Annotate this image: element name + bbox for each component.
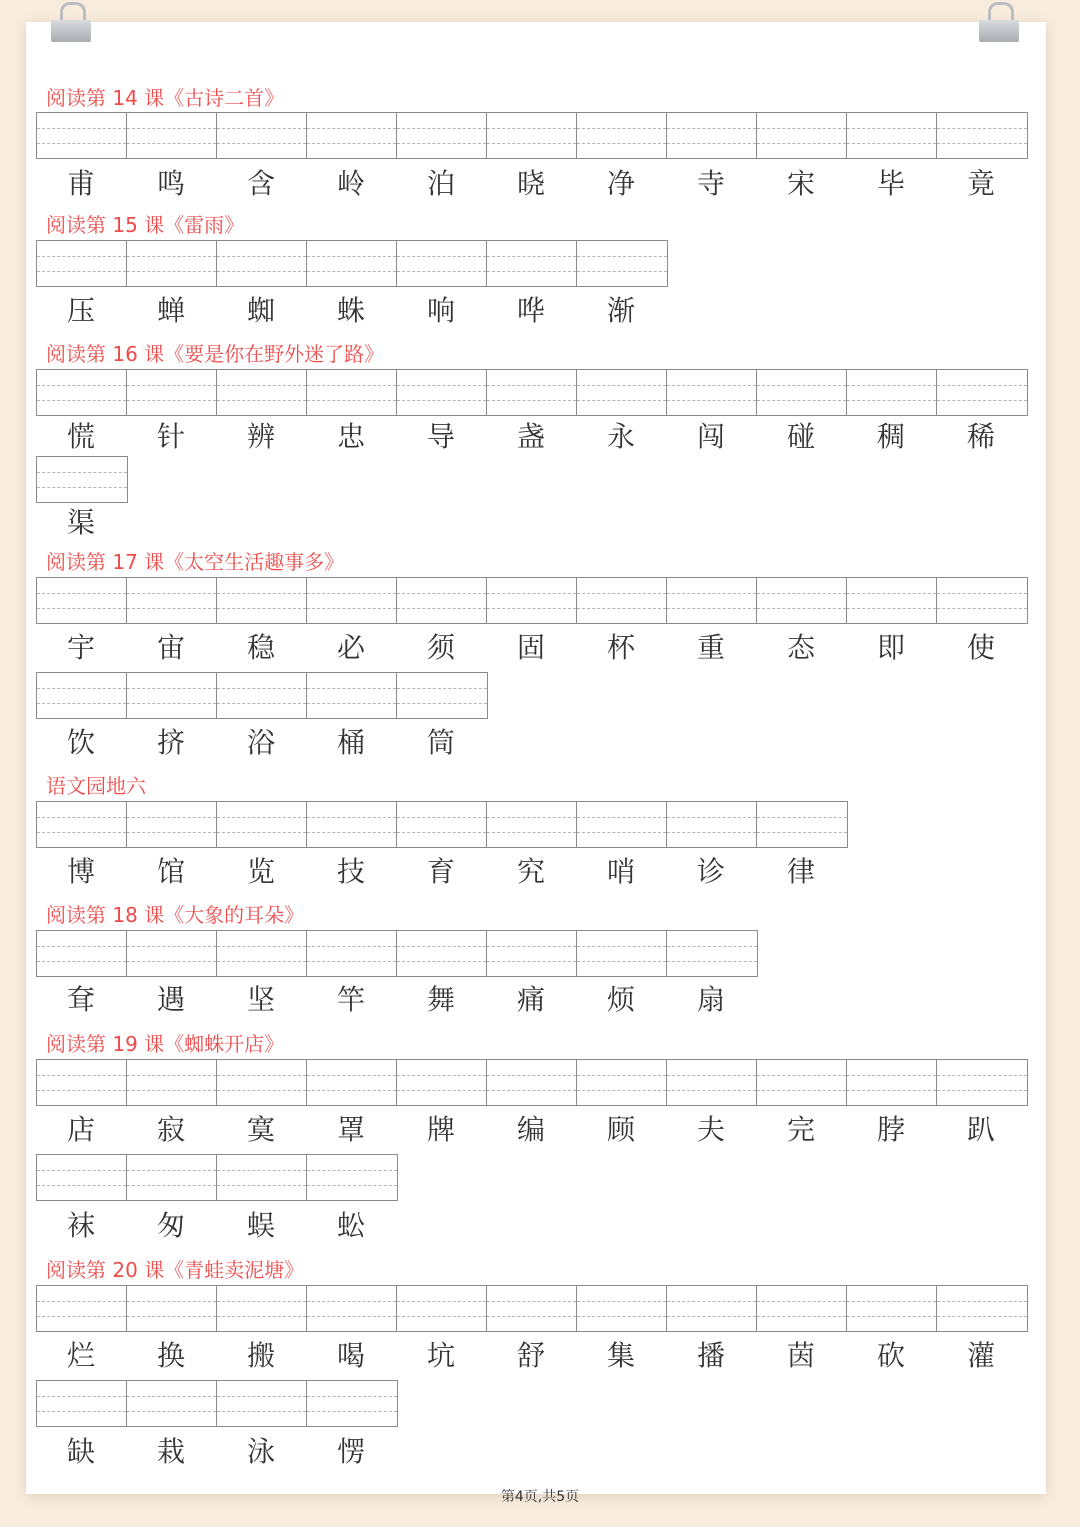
practice-character: 永 bbox=[606, 420, 635, 453]
writing-cell[interactable] bbox=[37, 1155, 127, 1200]
writing-cell[interactable] bbox=[487, 931, 577, 976]
writing-cell[interactable] bbox=[37, 1381, 127, 1426]
writing-cell[interactable] bbox=[307, 241, 397, 286]
writing-cell[interactable] bbox=[127, 1286, 217, 1331]
writing-cell[interactable] bbox=[307, 370, 397, 415]
writing-cell[interactable] bbox=[397, 578, 487, 623]
writing-cell[interactable] bbox=[577, 1286, 667, 1331]
writing-grid-row bbox=[36, 577, 1028, 624]
practice-character: 技 bbox=[336, 855, 365, 888]
practice-character: 完 bbox=[786, 1113, 815, 1146]
practice-character: 鸣 bbox=[156, 167, 185, 200]
writing-grid-row bbox=[36, 1285, 1028, 1332]
practice-character: 缺 bbox=[66, 1435, 95, 1468]
practice-character: 稠 bbox=[876, 420, 905, 453]
character-row bbox=[36, 291, 666, 331]
practice-character: 筒 bbox=[426, 726, 455, 759]
writing-cell[interactable] bbox=[667, 1286, 757, 1331]
writing-cell[interactable] bbox=[307, 1155, 397, 1200]
character-row bbox=[36, 164, 1026, 204]
practice-character: 哗 bbox=[516, 294, 545, 327]
practice-character: 盏 bbox=[516, 420, 545, 453]
writing-cell[interactable] bbox=[487, 370, 577, 415]
practice-character: 渠 bbox=[66, 506, 95, 539]
writing-cell[interactable] bbox=[127, 1155, 217, 1200]
practice-character: 烂 bbox=[66, 1339, 95, 1372]
writing-cell[interactable] bbox=[757, 802, 847, 847]
practice-character: 竿 bbox=[336, 983, 365, 1016]
writing-cell[interactable] bbox=[397, 1286, 487, 1331]
writing-grid-row bbox=[36, 1059, 1028, 1106]
practice-character: 诊 bbox=[696, 855, 725, 888]
practice-character: 使 bbox=[966, 631, 995, 664]
writing-cell[interactable] bbox=[127, 931, 217, 976]
writing-cell[interactable] bbox=[577, 370, 667, 415]
writing-cell[interactable] bbox=[667, 802, 757, 847]
practice-character: 针 bbox=[156, 420, 185, 453]
practice-character: 渐 bbox=[606, 294, 635, 327]
writing-cell[interactable] bbox=[37, 578, 127, 623]
practice-character: 换 bbox=[156, 1339, 185, 1372]
practice-character: 搬 bbox=[246, 1339, 275, 1372]
writing-cell[interactable] bbox=[397, 113, 487, 158]
writing-grid-row bbox=[36, 930, 758, 977]
practice-character: 态 bbox=[786, 631, 815, 664]
character-row bbox=[36, 1206, 396, 1246]
writing-cell[interactable] bbox=[847, 1060, 937, 1105]
writing-cell[interactable] bbox=[307, 673, 397, 718]
character-row bbox=[36, 980, 756, 1020]
practice-character: 甫 bbox=[66, 167, 95, 200]
writing-cell[interactable] bbox=[37, 370, 127, 415]
writing-cell[interactable] bbox=[937, 113, 1027, 158]
practice-character: 茵 bbox=[786, 1339, 815, 1372]
practice-character: 坚 bbox=[246, 983, 275, 1016]
character-row bbox=[36, 852, 846, 892]
writing-cell[interactable] bbox=[487, 802, 577, 847]
practice-character: 集 bbox=[606, 1339, 635, 1372]
writing-cell[interactable] bbox=[937, 578, 1027, 623]
practice-character: 蜘 bbox=[246, 294, 275, 327]
writing-cell[interactable] bbox=[37, 113, 127, 158]
writing-cell[interactable] bbox=[667, 578, 757, 623]
writing-grid-row bbox=[36, 112, 1028, 159]
writing-cell[interactable] bbox=[127, 802, 217, 847]
practice-character: 泳 bbox=[246, 1435, 275, 1468]
writing-cell[interactable] bbox=[37, 931, 127, 976]
writing-cell[interactable] bbox=[217, 931, 307, 976]
practice-character: 桶 bbox=[336, 726, 365, 759]
writing-cell[interactable] bbox=[307, 1286, 397, 1331]
practice-character: 栽 bbox=[156, 1435, 185, 1468]
writing-cell[interactable] bbox=[757, 370, 847, 415]
writing-cell[interactable] bbox=[487, 241, 577, 286]
practice-character: 哨 bbox=[606, 855, 635, 888]
writing-cell[interactable] bbox=[937, 370, 1027, 415]
writing-cell[interactable] bbox=[847, 370, 937, 415]
practice-character: 顾 bbox=[606, 1113, 635, 1146]
writing-cell[interactable] bbox=[937, 1060, 1027, 1105]
writing-cell[interactable] bbox=[307, 578, 397, 623]
writing-cell[interactable] bbox=[307, 1060, 397, 1105]
writing-cell[interactable] bbox=[127, 241, 217, 286]
practice-character: 蛛 bbox=[336, 294, 365, 327]
writing-cell[interactable] bbox=[37, 673, 127, 718]
writing-cell[interactable] bbox=[307, 113, 397, 158]
writing-cell[interactable] bbox=[397, 931, 487, 976]
section-title: 阅读第 15 课《雷雨》 bbox=[46, 213, 245, 237]
practice-character: 扇 bbox=[696, 983, 725, 1016]
practice-character: 含 bbox=[246, 167, 275, 200]
writing-cell[interactable] bbox=[757, 1060, 847, 1105]
writing-cell[interactable] bbox=[397, 241, 487, 286]
writing-cell[interactable] bbox=[847, 1286, 937, 1331]
writing-cell[interactable] bbox=[127, 113, 217, 158]
writing-cell[interactable] bbox=[217, 1286, 307, 1331]
practice-character: 压 bbox=[66, 294, 95, 327]
section-title: 阅读第 20 课《青蛙卖泥塘》 bbox=[46, 1258, 305, 1282]
writing-cell[interactable] bbox=[577, 241, 667, 286]
practice-character: 遇 bbox=[156, 983, 185, 1016]
practice-character: 播 bbox=[696, 1339, 725, 1372]
practice-character: 导 bbox=[426, 420, 455, 453]
writing-cell[interactable] bbox=[847, 578, 937, 623]
writing-cell[interactable] bbox=[127, 673, 217, 718]
practice-character: 寺 bbox=[696, 167, 725, 200]
practice-character: 宙 bbox=[156, 631, 185, 664]
writing-cell[interactable] bbox=[757, 1286, 847, 1331]
writing-cell[interactable] bbox=[217, 113, 307, 158]
character-row bbox=[36, 723, 486, 763]
practice-character: 愣 bbox=[336, 1435, 365, 1468]
practice-character: 宇 bbox=[66, 631, 95, 664]
practice-character: 稳 bbox=[246, 631, 275, 664]
practice-character: 闯 bbox=[696, 420, 725, 453]
writing-cell[interactable] bbox=[217, 241, 307, 286]
practice-character: 袜 bbox=[66, 1209, 95, 1242]
practice-character: 忠 bbox=[336, 420, 365, 453]
writing-cell[interactable] bbox=[757, 578, 847, 623]
writing-cell[interactable] bbox=[127, 1381, 217, 1426]
practice-character: 烦 bbox=[606, 983, 635, 1016]
character-row bbox=[36, 1110, 1026, 1150]
section-title: 阅读第 19 课《蜘蛛开店》 bbox=[46, 1032, 285, 1056]
writing-cell[interactable] bbox=[577, 113, 667, 158]
practice-character: 喝 bbox=[336, 1339, 365, 1372]
practice-character: 晓 bbox=[516, 167, 545, 200]
practice-character: 店 bbox=[66, 1113, 95, 1146]
writing-cell[interactable] bbox=[577, 1060, 667, 1105]
practice-character: 杯 bbox=[606, 631, 635, 664]
practice-character: 博 bbox=[66, 855, 95, 888]
practice-character: 固 bbox=[516, 631, 545, 664]
writing-cell[interactable] bbox=[847, 113, 937, 158]
practice-character: 舞 bbox=[426, 983, 455, 1016]
practice-character: 净 bbox=[606, 167, 635, 200]
writing-cell[interactable] bbox=[307, 931, 397, 976]
section-title: 阅读第 16 课《要是你在野外迷了路》 bbox=[46, 342, 385, 366]
practice-character: 蝉 bbox=[156, 294, 185, 327]
writing-grid-row bbox=[36, 1380, 398, 1427]
section-title: 阅读第 18 课《大象的耳朵》 bbox=[46, 903, 305, 927]
writing-cell[interactable] bbox=[127, 1060, 217, 1105]
writing-cell[interactable] bbox=[397, 802, 487, 847]
page-number: 第4页,共5页 bbox=[500, 1489, 580, 1505]
writing-cell[interactable] bbox=[217, 1381, 307, 1426]
practice-character: 舒 bbox=[516, 1339, 545, 1372]
practice-character: 耷 bbox=[66, 983, 95, 1016]
writing-cell[interactable] bbox=[37, 802, 127, 847]
writing-cell[interactable] bbox=[667, 1060, 757, 1105]
practice-character: 饮 bbox=[66, 726, 95, 759]
writing-cell[interactable] bbox=[307, 802, 397, 847]
practice-character: 究 bbox=[516, 855, 545, 888]
practice-character: 砍 bbox=[876, 1339, 905, 1372]
binder-clip-icon bbox=[49, 0, 93, 46]
writing-cell[interactable] bbox=[757, 113, 847, 158]
character-row bbox=[36, 1336, 1026, 1376]
section-title: 阅读第 14 课《古诗二首》 bbox=[46, 86, 285, 110]
practice-character: 览 bbox=[246, 855, 275, 888]
character-row bbox=[36, 417, 1026, 457]
writing-cell[interactable] bbox=[217, 370, 307, 415]
practice-character: 碰 bbox=[786, 420, 815, 453]
writing-cell[interactable] bbox=[217, 802, 307, 847]
writing-cell[interactable] bbox=[667, 370, 757, 415]
practice-character: 坑 bbox=[426, 1339, 455, 1372]
practice-character: 编 bbox=[516, 1113, 545, 1146]
practice-character: 蜈 bbox=[246, 1209, 275, 1242]
writing-cell[interactable] bbox=[127, 370, 217, 415]
writing-cell[interactable] bbox=[487, 113, 577, 158]
writing-cell[interactable] bbox=[577, 931, 667, 976]
writing-cell[interactable] bbox=[307, 1381, 397, 1426]
writing-grid-row bbox=[36, 456, 128, 503]
practice-character: 馆 bbox=[156, 855, 185, 888]
writing-cell[interactable] bbox=[37, 241, 127, 286]
binder-clip-icon bbox=[977, 0, 1021, 46]
practice-character: 毕 bbox=[876, 167, 905, 200]
writing-cell[interactable] bbox=[37, 457, 127, 502]
character-row bbox=[36, 1432, 396, 1472]
section-title: 阅读第 17 课《太空生活趣事多》 bbox=[46, 550, 345, 574]
writing-cell[interactable] bbox=[397, 370, 487, 415]
writing-cell[interactable] bbox=[217, 1155, 307, 1200]
section-title: 语文园地六 bbox=[46, 774, 146, 798]
writing-cell[interactable] bbox=[577, 802, 667, 847]
writing-cell[interactable] bbox=[667, 931, 757, 976]
practice-character: 竟 bbox=[966, 167, 995, 200]
writing-cell[interactable] bbox=[487, 1286, 577, 1331]
practice-character: 灌 bbox=[966, 1339, 995, 1372]
practice-character: 夫 bbox=[696, 1113, 725, 1146]
character-row bbox=[36, 628, 1026, 668]
writing-cell[interactable] bbox=[487, 1060, 577, 1105]
practice-character: 脖 bbox=[876, 1113, 905, 1146]
practice-character: 蚣 bbox=[336, 1209, 365, 1242]
practice-character: 育 bbox=[426, 855, 455, 888]
practice-character: 泊 bbox=[426, 167, 455, 200]
practice-character: 匆 bbox=[156, 1209, 185, 1242]
writing-grid-row bbox=[36, 369, 1028, 416]
writing-cell[interactable] bbox=[937, 1286, 1027, 1331]
practice-character: 律 bbox=[786, 855, 815, 888]
writing-cell[interactable] bbox=[37, 1060, 127, 1105]
writing-cell[interactable] bbox=[217, 1060, 307, 1105]
writing-cell[interactable] bbox=[397, 673, 487, 718]
writing-grid-row bbox=[36, 672, 488, 719]
practice-character: 挤 bbox=[156, 726, 185, 759]
writing-grid-row bbox=[36, 1154, 398, 1201]
practice-character: 辨 bbox=[246, 420, 275, 453]
practice-character: 岭 bbox=[336, 167, 365, 200]
writing-cell[interactable] bbox=[217, 673, 307, 718]
practice-character: 即 bbox=[876, 631, 905, 664]
practice-character: 趴 bbox=[966, 1113, 995, 1146]
writing-grid-row bbox=[36, 240, 668, 287]
writing-cell[interactable] bbox=[127, 578, 217, 623]
practice-character: 寞 bbox=[246, 1113, 275, 1146]
practice-character: 浴 bbox=[246, 726, 275, 759]
writing-cell[interactable] bbox=[397, 1060, 487, 1105]
practice-character: 宋 bbox=[786, 167, 815, 200]
writing-cell[interactable] bbox=[667, 113, 757, 158]
writing-cell[interactable] bbox=[577, 578, 667, 623]
practice-character: 寂 bbox=[156, 1113, 185, 1146]
practice-character: 响 bbox=[426, 294, 455, 327]
writing-grid-row bbox=[36, 801, 848, 848]
writing-cell[interactable] bbox=[487, 578, 577, 623]
practice-character: 重 bbox=[696, 631, 725, 664]
practice-character: 罩 bbox=[336, 1113, 365, 1146]
practice-character: 稀 bbox=[966, 420, 995, 453]
practice-character: 必 bbox=[336, 631, 365, 664]
writing-cell[interactable] bbox=[217, 578, 307, 623]
practice-character: 慌 bbox=[66, 420, 95, 453]
practice-character: 痛 bbox=[516, 983, 545, 1016]
practice-character: 牌 bbox=[426, 1113, 455, 1146]
character-row bbox=[36, 503, 126, 543]
practice-character: 须 bbox=[426, 631, 455, 664]
writing-cell[interactable] bbox=[37, 1286, 127, 1331]
